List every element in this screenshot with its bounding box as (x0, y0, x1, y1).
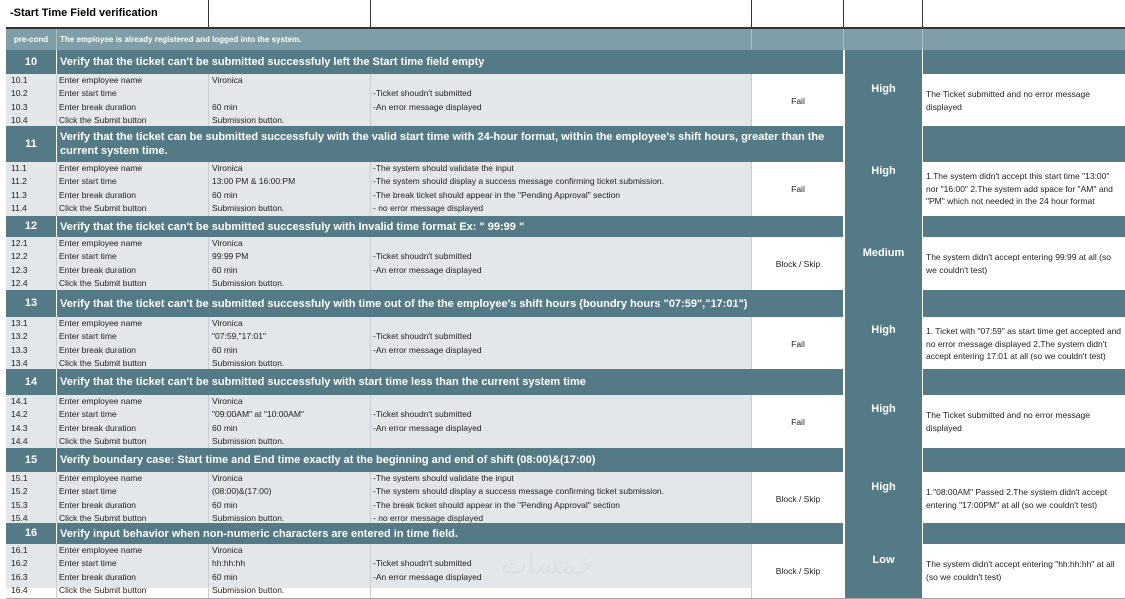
precondition-empty-2[interactable] (844, 29, 923, 50)
step-action[interactable]: Enter employee name (57, 162, 209, 175)
test-priority-cell[interactable] (844, 126, 923, 216)
step-test-data[interactable]: 60 min (209, 499, 371, 512)
step-action[interactable]: Enter start time (57, 557, 209, 570)
test-notes-cell[interactable] (923, 317, 1125, 371)
test-status-cell[interactable] (752, 74, 844, 128)
step-test-data[interactable]: "07:59,"17:01" (209, 330, 371, 343)
step-action[interactable]: Enter start time (57, 175, 209, 188)
step-id[interactable]: 10.3 (6, 101, 57, 114)
step-expected-result[interactable]: -The break ticket should appear in the "Pending Approval" section (371, 189, 752, 202)
step-action[interactable]: Enter employee name (57, 472, 209, 485)
test-notes-cell[interactable] (923, 544, 1125, 598)
step-action[interactable]: Click the Submit button (57, 202, 209, 215)
step-action[interactable]: Click the Submit button (57, 357, 209, 370)
test-notes-cell[interactable] (923, 74, 1125, 128)
test-case-id[interactable]: 13 (6, 290, 57, 317)
test-case-title[interactable]: Verify that the ticket can't be submitted successfuly with start time less than the current system time (57, 369, 844, 395)
test-priority-cell[interactable] (844, 523, 923, 598)
precondition-label[interactable]: pre-cond (6, 29, 57, 50)
step-action[interactable]: Enter break duration (57, 344, 209, 357)
step-action[interactable]: Enter break duration (57, 189, 209, 202)
step-action[interactable]: Enter start time (57, 485, 209, 498)
test-notes-cell[interactable] (923, 472, 1125, 526)
step-action[interactable]: Click the Submit button (57, 277, 209, 290)
step-action[interactable]: Click the Submit button (57, 114, 209, 127)
step-action[interactable]: Enter break duration (57, 422, 209, 435)
step-expected-result[interactable] (371, 277, 752, 290)
step-action[interactable]: Enter start time (57, 87, 209, 100)
step-test-data[interactable]: hh:hh:hh (209, 557, 371, 570)
test-case-title[interactable]: Verify input behavior when non-numeric characters are entered in time field. (57, 523, 844, 544)
step-expected-result[interactable]: -The system should validate the input (371, 472, 752, 485)
test-case-title[interactable]: Verify that the ticket can't be submitted successfuly left the Start time field empty (57, 50, 844, 74)
test-status-cell[interactable] (752, 237, 844, 291)
test-status-cell[interactable] (752, 317, 844, 371)
step-id[interactable]: 13.2 (6, 330, 57, 343)
test-priority: High (871, 324, 896, 337)
step-expected-result[interactable]: -Ticket shoudn't submitted (371, 557, 752, 570)
test-notes: The Ticket submitted and no error message displayed (926, 410, 1090, 433)
test-case-header (6, 216, 1125, 237)
step-expected-result[interactable]: -An error message displayed (371, 422, 752, 435)
test-priority: High (871, 82, 896, 95)
step-test-data[interactable]: Vironica (209, 317, 371, 330)
step-action[interactable]: Click the Submit button (57, 512, 209, 525)
step-test-data[interactable]: 60 min (209, 189, 371, 202)
step-action[interactable]: Enter break duration (57, 101, 209, 114)
step-test-data[interactable]: 60 min (209, 101, 371, 114)
test-status: Fail (791, 95, 805, 106)
step-test-data[interactable]: Submission button. (209, 435, 371, 448)
step-expected-result[interactable]: -Ticket shoudn't submitted (371, 250, 752, 263)
test-case-header-notes[interactable] (923, 290, 1125, 317)
step-test-data[interactable] (209, 87, 371, 100)
step-id[interactable]: 13.3 (6, 344, 57, 357)
step-expected-result[interactable]: -An error message displayed (371, 101, 752, 114)
step-action[interactable]: Enter employee name (57, 544, 209, 557)
step-id[interactable]: 13.1 (6, 317, 57, 330)
test-notes: 1.The system didn't accept this start time "13:00" nor "16:00" 2.The system add space for "AM" and "PM" which not needed in the 24 hour format (926, 171, 1113, 207)
step-test-data[interactable]: Submission button. (209, 114, 371, 127)
step-id[interactable]: 11.3 (6, 189, 57, 202)
step-action[interactable]: Enter employee name (57, 74, 209, 87)
test-notes: The system didn't accept entering 99:99 at all (so we couldn't test) (926, 252, 1111, 275)
step-test-data[interactable]: Vironica (209, 544, 371, 557)
test-status: Fail (791, 416, 805, 427)
test-case-header (6, 523, 1125, 544)
test-notes: The system didn't accept entering "hh:hh:hh" at all (so we couldn't test) (926, 559, 1115, 582)
step-expected-result[interactable] (371, 317, 752, 330)
test-case-header-notes[interactable] (923, 448, 1125, 472)
step-action[interactable]: Enter break duration (57, 571, 209, 584)
step-id[interactable]: 10.2 (6, 87, 57, 100)
step-id[interactable]: 14.2 (6, 408, 57, 421)
step-test-data[interactable]: 60 min (209, 344, 371, 357)
test-priority: Low (872, 554, 895, 567)
header-cell-3[interactable] (371, 0, 752, 27)
test-notes-cell[interactable] (923, 162, 1125, 216)
test-notes-cell[interactable] (923, 395, 1125, 449)
test-priority-cell[interactable] (844, 216, 923, 291)
test-case-title[interactable]: Verify that the ticket can't be submitted successfuly with Invalid time format Ex: " 99:99 " (57, 216, 844, 237)
step-expected-result[interactable]: -The system should display a success message confirming ticket submission. (371, 485, 752, 498)
step-expected-result[interactable] (371, 435, 752, 448)
test-status: Block / Skip (775, 258, 821, 269)
header-cell-6[interactable] (923, 0, 1125, 27)
test-case-id[interactable]: 15 (6, 448, 57, 472)
step-action[interactable]: Enter employee name (57, 237, 209, 250)
step-id[interactable]: 10.1 (6, 74, 57, 87)
step-test-data[interactable]: Submission button. (209, 584, 371, 597)
test-status-cell[interactable] (752, 544, 844, 598)
precondition-empty-1[interactable] (752, 29, 844, 50)
step-id[interactable]: 14.3 (6, 422, 57, 435)
step-id[interactable]: 15.3 (6, 499, 57, 512)
test-case-header (6, 126, 1125, 162)
step-action[interactable]: Click the Submit button (57, 435, 209, 448)
step-id[interactable]: 12.2 (6, 250, 57, 263)
step-id[interactable]: 15.1 (6, 472, 57, 485)
test-case-title[interactable]: Verify that the ticket can be submitted successfuly with the valid start time with 24-hour format, within the employee's shift hours, greater than the current system time. (57, 126, 844, 162)
step-test-data[interactable]: Vironica (209, 74, 371, 87)
test-case-id[interactable]: 16 (6, 523, 57, 544)
step-test-data[interactable]: 60 min (209, 422, 371, 435)
test-status: Fail (791, 183, 805, 194)
precondition-row (6, 29, 1125, 50)
step-id[interactable]: 13.4 (6, 357, 57, 370)
step-action[interactable]: Enter employee name (57, 317, 209, 330)
header-cell-2[interactable] (209, 0, 371, 27)
test-case-id[interactable]: 10 (6, 50, 57, 74)
test-case-id[interactable]: 12 (6, 216, 57, 237)
step-id[interactable]: 11.2 (6, 175, 57, 188)
step-test-data[interactable]: (08:00)&(17:00) (209, 485, 371, 498)
test-priority: Medium (862, 247, 905, 260)
step-action[interactable]: Enter break duration (57, 264, 209, 277)
test-priority-cell[interactable] (844, 50, 923, 128)
step-expected-result[interactable]: -The break ticket should appear in the "Pending Approval" section (371, 499, 752, 512)
test-notes-cell[interactable] (923, 237, 1125, 291)
test-notes: 1. Ticket with "07:59" as start time get accepted and no error message displayed 2.The system didn't accept entering 17:01 at all (so we couldn't test) (926, 326, 1122, 362)
test-status: Fail (791, 338, 805, 349)
step-test-data[interactable]: Vironica (209, 395, 371, 408)
test-priority: High (871, 164, 896, 177)
step-expected-result[interactable]: -An error message displayed (371, 264, 752, 277)
step-test-data[interactable]: 60 min (209, 264, 371, 277)
test-notes: 1."08:00AM" Passed 2.The system didn't accept entering "17:00PM" at all (so we couldn't test) (926, 487, 1108, 510)
step-expected-result[interactable] (371, 237, 752, 250)
step-test-data[interactable]: 13:00 PM & 16:00:PM (209, 175, 371, 188)
test-notes: The Ticket submitted and no error message displayed (926, 89, 1090, 112)
step-test-data[interactable]: Submission button. (209, 357, 371, 370)
step-expected-result[interactable]: -An error message displayed (371, 571, 752, 584)
step-test-data[interactable]: Vironica (209, 472, 371, 485)
header-cell-5[interactable] (844, 0, 923, 27)
step-test-data[interactable]: Submission button. (209, 202, 371, 215)
step-id[interactable]: 10.4 (6, 114, 57, 127)
step-test-data[interactable]: 99:99 PM (209, 250, 371, 263)
step-id[interactable]: 14.1 (6, 395, 57, 408)
step-id[interactable]: 16.4 (6, 584, 57, 597)
step-id[interactable]: 15.2 (6, 485, 57, 498)
step-test-data[interactable]: Vironica (209, 237, 371, 250)
precondition-empty-3[interactable] (923, 29, 1125, 50)
step-expected-result[interactable]: -The system should validate the input (371, 162, 752, 175)
step-id[interactable]: 12.3 (6, 264, 57, 277)
step-id[interactable]: 16.2 (6, 557, 57, 570)
step-expected-result[interactable] (371, 395, 752, 408)
test-case-id[interactable]: 11 (6, 126, 57, 162)
step-id[interactable]: 12.1 (6, 237, 57, 250)
test-priority-cell[interactable] (844, 448, 923, 526)
step-expected-result[interactable]: -An error message displayed (371, 344, 752, 357)
test-case-header-notes[interactable] (923, 216, 1125, 237)
test-priority-cell[interactable] (844, 369, 923, 449)
step-test-data[interactable]: 60 min (209, 571, 371, 584)
step-id[interactable]: 16.1 (6, 544, 57, 557)
step-test-data[interactable]: "09:00AM" at "10:00AM" (209, 408, 371, 421)
test-priority-cell[interactable] (844, 290, 923, 371)
step-test-data[interactable]: Vironica (209, 162, 371, 175)
test-case-header (6, 290, 1125, 317)
step-id[interactable]: 14.4 (6, 435, 57, 448)
step-action[interactable]: Enter start time (57, 408, 209, 421)
test-case-header-notes[interactable] (923, 126, 1125, 162)
test-case-sheet (6, 0, 1125, 596)
test-case-title[interactable]: Verify boundary case: Start time and End time exactly at the beginning and end of shift (08:00)&(17:00) (57, 448, 844, 472)
step-expected-result[interactable]: -Ticket shoudn't submitted (371, 330, 752, 343)
test-status-cell[interactable] (752, 472, 844, 526)
test-case-id[interactable]: 14 (6, 369, 57, 395)
step-id[interactable]: 11.1 (6, 162, 57, 175)
test-case-header (6, 369, 1125, 395)
precondition-text[interactable]: The employee is already registered and logged into the system. (57, 29, 752, 50)
test-case-header-notes[interactable] (923, 50, 1125, 74)
test-case-header (6, 448, 1125, 472)
step-id[interactable]: 12.4 (6, 277, 57, 290)
step-id[interactable]: 15.4 (6, 512, 57, 525)
step-id[interactable]: 11.4 (6, 202, 57, 215)
test-case-header-notes[interactable] (923, 369, 1125, 395)
test-status: Block / Skip (775, 565, 821, 576)
step-id[interactable]: 16.3 (6, 571, 57, 584)
step-action[interactable]: Click the Submit button (57, 584, 209, 597)
step-test-data[interactable]: Submission button. (209, 277, 371, 290)
step-expected-result[interactable]: -The system should display a success message confirming ticket submission. (371, 175, 752, 188)
step-expected-result[interactable]: - no error message displayed (371, 202, 752, 215)
header-cell-4[interactable] (752, 0, 844, 27)
step-action[interactable]: Enter employee name (57, 395, 209, 408)
step-test-data[interactable]: Submission button. (209, 512, 371, 525)
sheet-title[interactable]: -Start Time Field verification (6, 0, 209, 27)
test-case-header-notes[interactable] (923, 523, 1125, 544)
test-priority: High (871, 402, 896, 415)
step-expected-result[interactable]: -Ticket shoudn't submitted (371, 408, 752, 421)
test-status-cell[interactable] (752, 162, 844, 216)
step-action[interactable]: Enter start time (57, 250, 209, 263)
test-case-title[interactable]: Verify that the ticket can't be submitted successfuly with time out of the the employee's shift hours (boundry hours "07:59","17:01") (57, 290, 844, 317)
step-expected-result[interactable]: - no error message displayed (371, 512, 752, 525)
test-status-cell[interactable] (752, 395, 844, 449)
step-expected-result[interactable]: -Ticket shoudn't submitted (371, 87, 752, 100)
test-case-header (6, 50, 1125, 74)
step-expected-result[interactable] (371, 74, 752, 87)
sheet-header-row (6, 0, 1125, 29)
test-status: Block / Skip (775, 493, 821, 504)
step-action[interactable]: Enter break duration (57, 499, 209, 512)
watermark-logo: خمسات (501, 548, 595, 581)
step-expected-result[interactable] (371, 584, 752, 597)
test-priority: High (871, 480, 896, 493)
step-action[interactable]: Enter start time (57, 330, 209, 343)
row-separator (6, 598, 1125, 599)
